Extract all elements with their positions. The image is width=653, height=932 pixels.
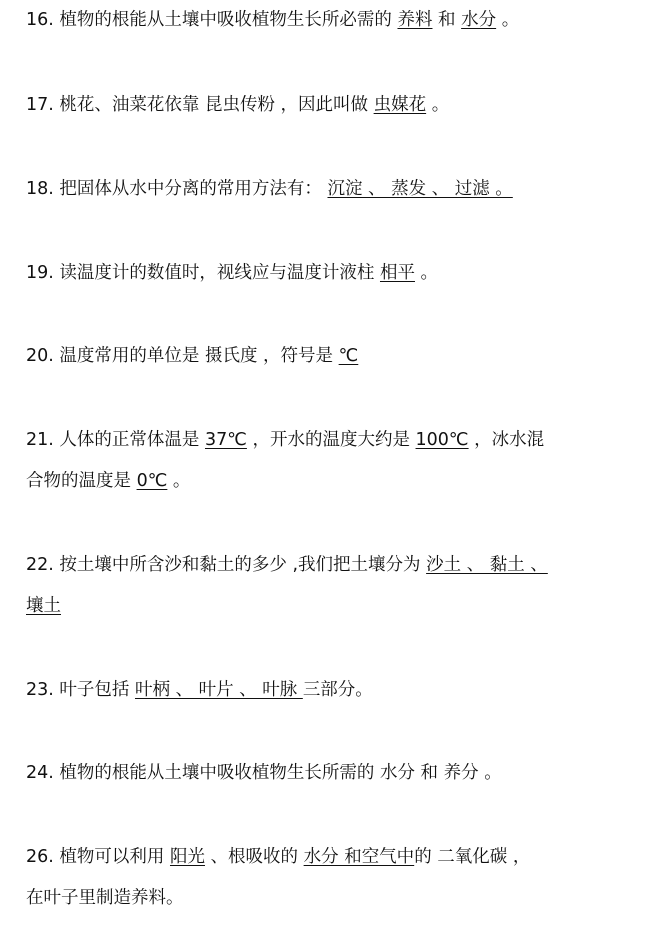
answer-blank: 100℃ — [415, 430, 469, 450]
answer-blank: 相平 — [379, 263, 415, 283]
question-number: 17. — [26, 95, 54, 115]
question-text: 人体的正常体温是 — [59, 430, 205, 450]
question-17 — [26, 93, 449, 117]
question-number: 19. — [26, 263, 54, 283]
question-text: 桃花、油菜花依靠 — [59, 95, 205, 115]
question-text: 。 — [478, 763, 502, 783]
question-text: 植物的根能从土壤中吸收植物生长所必需的 — [59, 10, 398, 30]
answer-blank: 水分 — [461, 10, 497, 30]
question-text: 叶子包括 — [59, 680, 135, 700]
question-text: 在叶子里制造养料。 — [26, 888, 184, 908]
answer-blank: 壤土 — [26, 596, 61, 616]
answer-blank: 沙土 、 黏土 、 — [426, 555, 548, 575]
question-text: 和 — [432, 10, 462, 30]
question-text: 植物可以利用 — [59, 847, 170, 867]
question-26 — [26, 845, 530, 869]
question-21 — [26, 428, 544, 452]
answer-blank: 叶柄 、 叶片 、 叶脉 — [134, 680, 303, 700]
answer-blank: 0℃ — [136, 471, 168, 491]
question-text: ，开水的温度大约是 — [246, 430, 416, 450]
question-23 — [26, 678, 373, 702]
question-text: 把固体从水中分离的常用方法有： — [59, 179, 328, 199]
question-text: 的 — [414, 847, 438, 867]
question-number: 22. — [26, 555, 54, 575]
answer-text: 摄氏度 — [204, 346, 258, 366]
question-16 — [26, 8, 519, 32]
question-22 — [26, 553, 548, 577]
question-text: 和 — [414, 763, 444, 783]
question-number: 20. — [26, 346, 54, 366]
question-text: 、根吸收的 — [204, 847, 304, 867]
answer-text: 昆虫传粉 — [204, 95, 275, 115]
question-18 — [26, 177, 513, 201]
answer-text: 养分 — [443, 763, 479, 783]
question-text: 按土壤中所含沙和黏土的多少 ,我们把土壤分为 — [59, 555, 427, 575]
question-19 — [26, 261, 438, 285]
question-22-continuation — [26, 594, 61, 618]
question-text: ，冰水混 — [468, 430, 545, 450]
question-number: 18. — [26, 179, 54, 199]
answer-blank: 虫媒花 — [373, 95, 427, 115]
question-text: 。 — [167, 471, 191, 491]
question-text: 温度常用的单位是 — [59, 346, 205, 366]
answer-blank: 沉淀 、 蒸发 、 过滤 。 — [327, 179, 513, 199]
answer-blank: 37℃ — [204, 430, 247, 450]
question-text: 植物的根能从土壤中吸收植物生长所需的 — [59, 763, 380, 783]
question-24 — [26, 761, 502, 785]
answer-blank: ℃ — [338, 346, 359, 366]
question-text: ，因此叫做 — [274, 95, 374, 115]
question-text: ，符号是 — [257, 346, 339, 366]
question-number: 21. — [26, 430, 54, 450]
question-text: 。 — [426, 95, 450, 115]
question-20 — [26, 344, 358, 368]
answer-blank: 水分 和空气中 — [303, 847, 415, 867]
answer-text: 二氧化碳 — [437, 847, 508, 867]
question-26-continuation — [26, 886, 184, 910]
question-number: 23. — [26, 680, 54, 700]
question-text: 。 — [496, 10, 520, 30]
question-text: 三部分。 — [302, 680, 373, 700]
answer-blank: 阳光 — [169, 847, 205, 867]
question-number: 26. — [26, 847, 54, 867]
question-text: 读温度计的数值时，视线应与温度计液柱 — [59, 263, 380, 283]
question-text: 。 — [414, 263, 439, 283]
question-number: 24. — [26, 763, 54, 783]
question-text: 合物的温度是 — [26, 471, 137, 491]
question-21-continuation — [26, 469, 190, 493]
question-text: ， — [507, 847, 531, 867]
question-number: 16. — [26, 10, 54, 30]
answer-blank: 养料 — [397, 10, 433, 30]
answer-text: 水分 — [379, 763, 415, 783]
